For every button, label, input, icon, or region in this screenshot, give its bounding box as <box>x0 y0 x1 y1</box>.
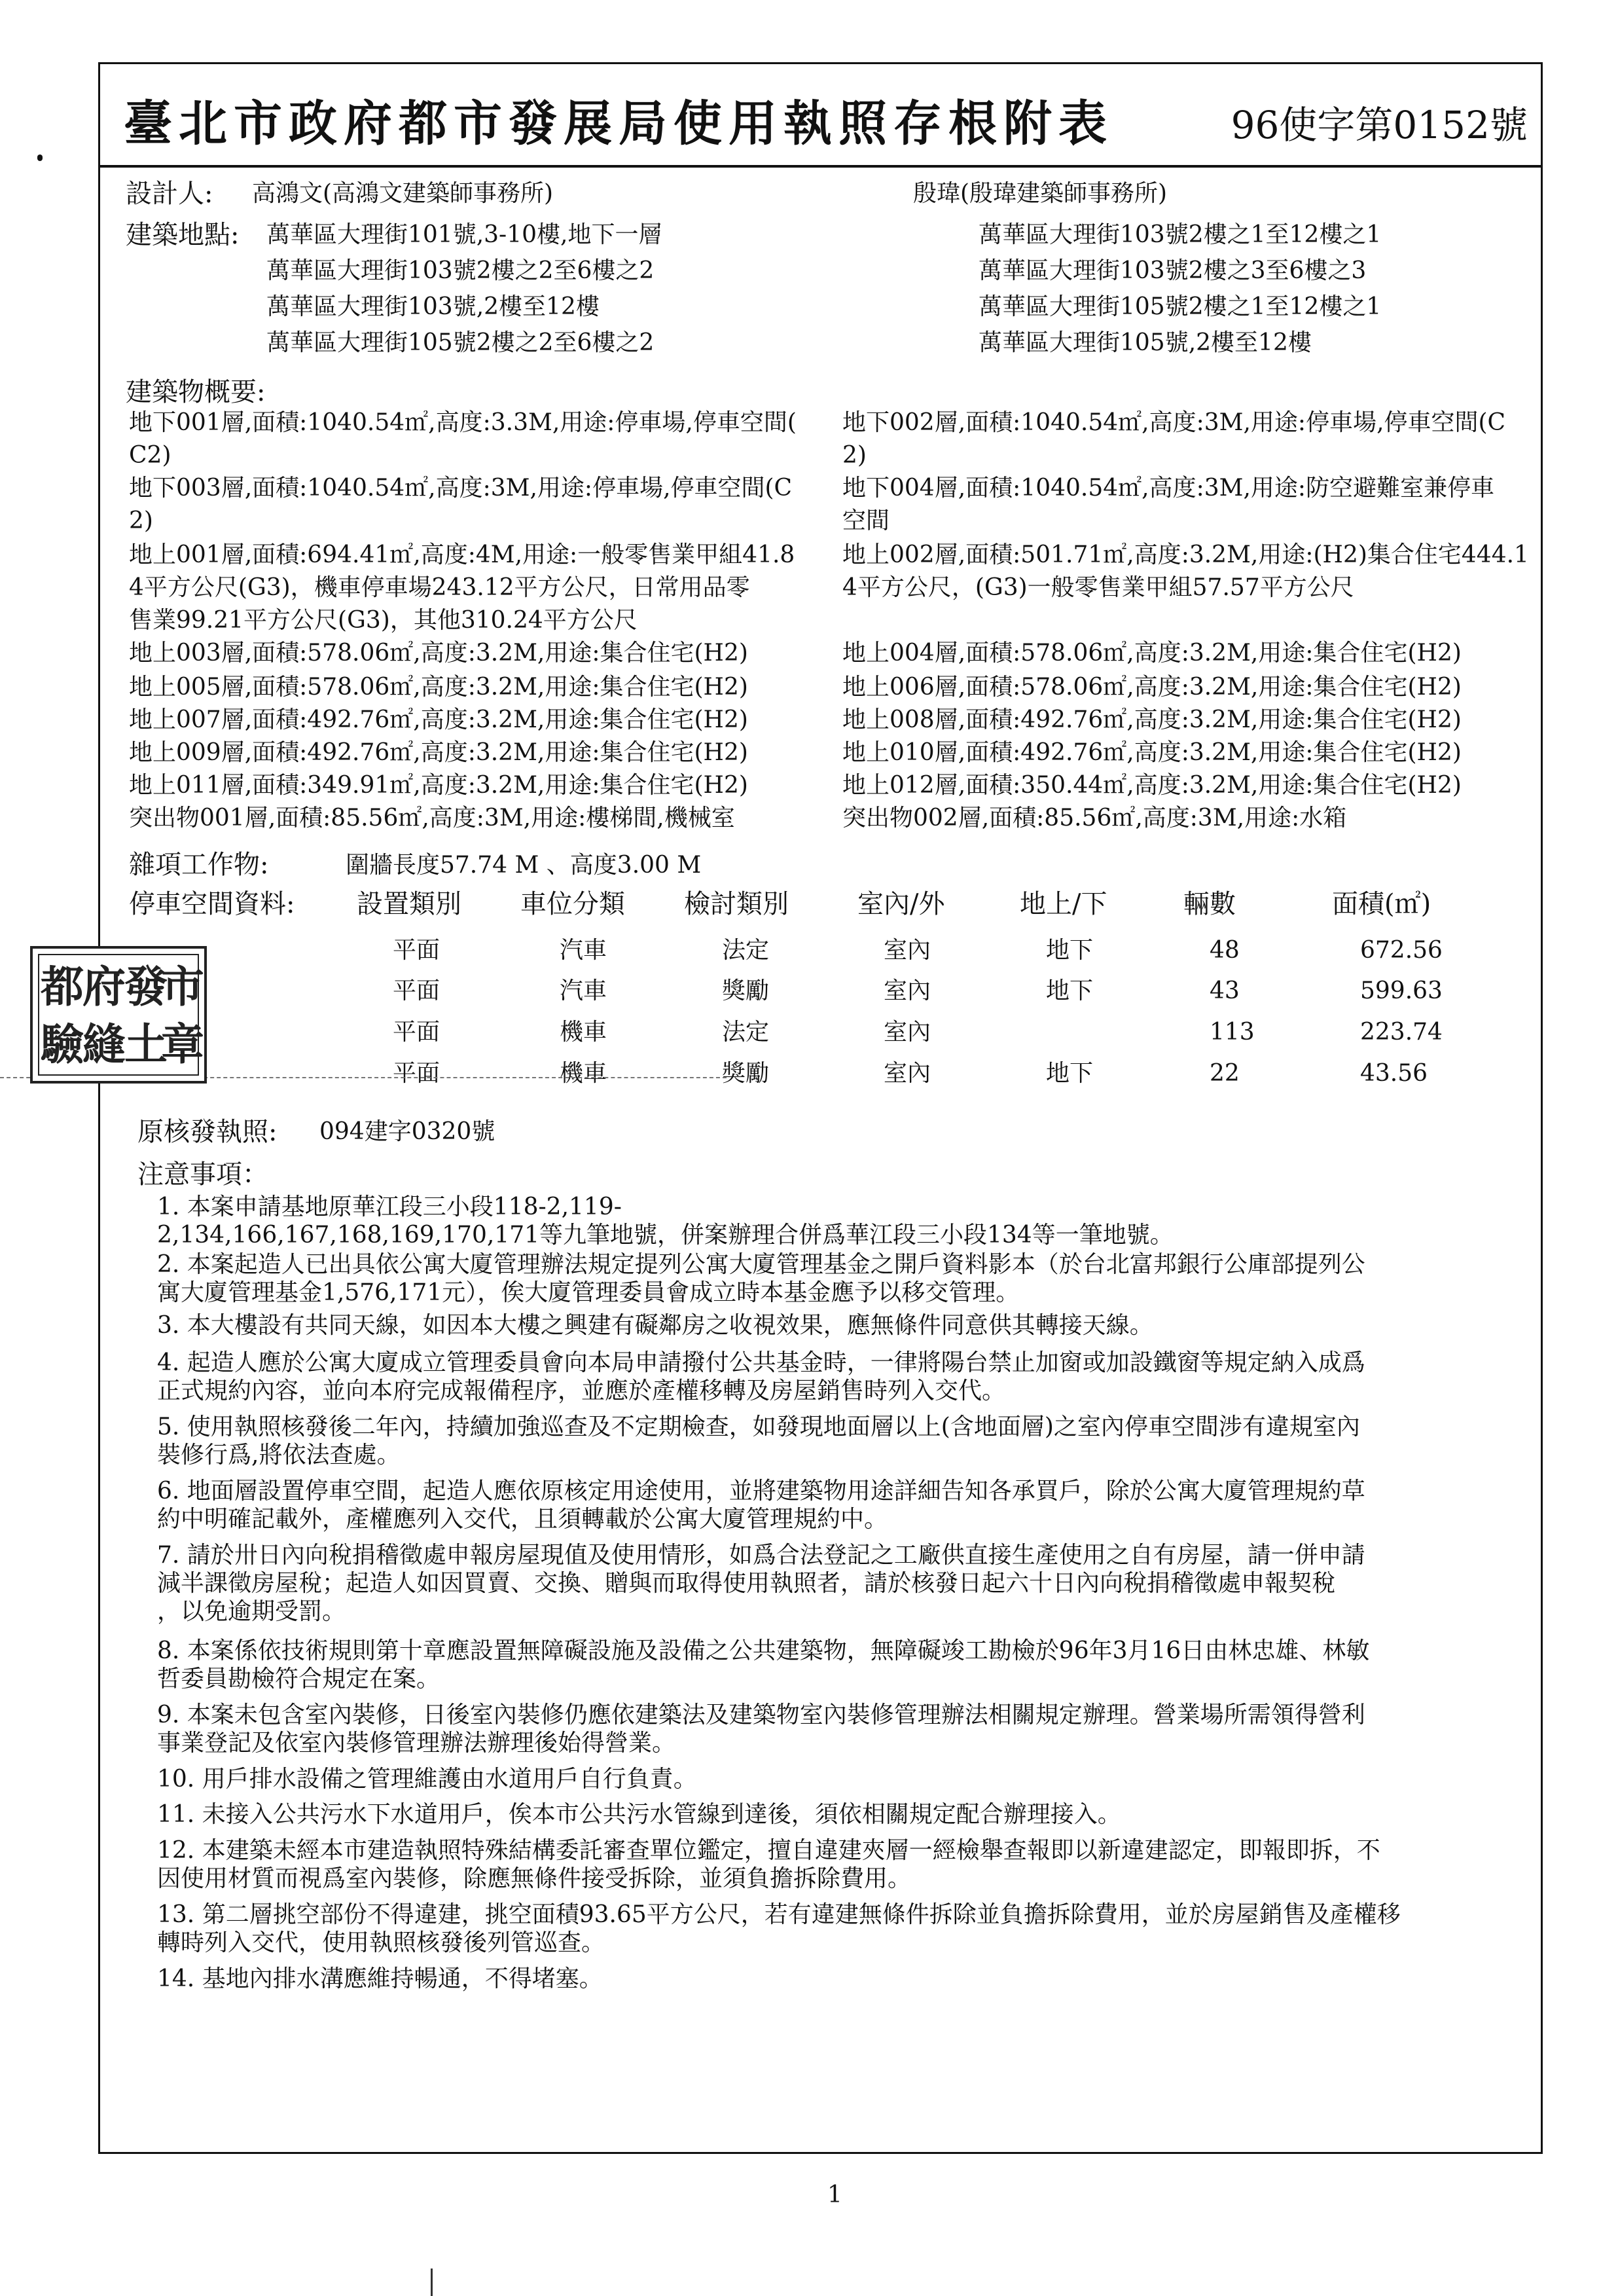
site-right-4: 萬華區大理街105號,2樓至12樓 <box>979 329 1312 356</box>
overview-right-line: 地上004層,面積:578.06㎡,高度:3.2M,用途:集合住宅(H2) <box>842 640 1462 666</box>
note-line: 正式規約內容，並向本府完成報備程序，並應於產權移轉及房屋銷售時列入交代。 <box>157 1377 1006 1404</box>
parking-label: 停車空間資料: <box>129 889 295 919</box>
parking-cell: 平面 <box>393 1060 440 1087</box>
overview-left-line: 地上007層,面積:492.76㎡,高度:3.2M,用途:集合住宅(H2) <box>129 706 748 733</box>
note-line: 裝修行爲,將依法查處。 <box>157 1442 401 1468</box>
parking-header: 檢討類別 <box>684 889 789 919</box>
seal-char: 驗 <box>41 1019 84 1070</box>
overview-left-line: 售業99.21平方公尺(G3)，其他310.24平方公尺 <box>129 607 638 634</box>
seal-char: 府 <box>82 961 126 1012</box>
scan-mark <box>431 2269 433 2296</box>
note-line: 2. 本案起造人已出具依公寓大廈管理辦法規定提列公寓大廈管理基金之開戶資料影本（於台北富邦銀行公庫部提列公 <box>157 1251 1365 1278</box>
parking-cell: 室內 <box>884 977 931 1004</box>
parking-cell: 獎勵 <box>722 1060 770 1087</box>
overview-left-line: 地上001層,面積:694.41㎡,高度:4M,用途:一般零售業甲組41.8 <box>129 541 795 568</box>
parking-header: 面積(㎡) <box>1332 889 1431 919</box>
overview-right-line: 地上002層,面積:501.71㎡,高度:3.2M,用途:(H2)集合住宅444.1 <box>842 541 1529 568</box>
parking-header: 地上/下 <box>1020 889 1107 919</box>
parking-cell: 113 <box>1210 1019 1255 1046</box>
parking-cell: 22 <box>1210 1060 1240 1087</box>
parking-header: 設置類別 <box>357 889 461 919</box>
notes-label: 注意事項： <box>137 1159 268 1190</box>
overview-left-line: 地上005層,面積:578.06㎡,高度:3.2M,用途:集合住宅(H2) <box>129 674 748 701</box>
misc-value: 圍牆長度57.74 M 、高度3.00 M <box>346 852 702 879</box>
note-line: 12. 本建築未經本市建造執照特殊結構委託審查單位鑑定，擅自違建夾層一經檢舉查報即以新違建認定，即報即拆，不 <box>157 1837 1380 1864</box>
site-left-2: 萬華區大理街103號2樓之2至6樓之2 <box>266 257 655 284</box>
parking-header: 車位分類 <box>520 889 625 919</box>
parking-cell: 獎勵 <box>722 977 770 1004</box>
parking-cell: 地下 <box>1046 937 1094 964</box>
overview-left-line: 突出物001層,面積:85.56㎡,高度:3M,用途:樓梯間,機械室 <box>129 805 735 831</box>
note-line: 2,134,166,167,168,169,170,171等九筆地號，併案辦理合併爲華江段三小段134等一筆地號。 <box>157 1222 1174 1248</box>
parking-header: 輛數 <box>1183 889 1236 919</box>
seal-char: 土 <box>124 1019 168 1070</box>
original-permit-label: 原核發執照: <box>137 1117 278 1147</box>
site-left-3: 萬華區大理街103號,2樓至12樓 <box>266 293 600 320</box>
parking-cell: 48 <box>1210 937 1240 964</box>
overview-right-line: 2) <box>842 442 867 469</box>
note-line: 寓大廈管理基金1,576,171元），俟大廈管理委員會成立時本基金應予以移交管理。 <box>157 1279 1020 1306</box>
note-line: 約中明確記載外，產權應列入交代，且須轉載於公寓大廈管理規約中。 <box>157 1506 888 1533</box>
parking-cell: 地下 <box>1046 977 1094 1004</box>
note-line: 9. 本案未包含室內裝修，日後室內裝修仍應依建築法及建築物室內裝修管理辦法相關規定辦理。營業場所需領得營利 <box>157 1702 1365 1728</box>
parking-cell: 室內 <box>884 937 931 964</box>
misc-label: 雜項工作物: <box>129 850 269 880</box>
overview-right-line: 地上006層,面積:578.06㎡,高度:3.2M,用途:集合住宅(H2) <box>842 674 1462 701</box>
note-line: 10. 用戶排水設備之管理維護由水道用戶自行負責。 <box>157 1766 697 1793</box>
parking-header: 室內/外 <box>857 889 945 919</box>
note-line: 5. 使用執照核發後二年內，持續加強巡查及不定期檢查，如發現地面層以上(含地面層)之室內停車空間涉有違規室內 <box>157 1413 1360 1440</box>
note-line: 14. 基地內排水溝應維持暢通，不得堵塞。 <box>157 1965 603 1992</box>
overview-left-line: 4平方公尺(G3)，機車停車場243.12平方公尺，日常用品零 <box>129 574 750 601</box>
parking-cell: 汽車 <box>560 937 607 964</box>
seal-char: 縫 <box>82 1019 126 1070</box>
note-line: 8. 本案係依技術規則第十章應設置無障礙設施及設備之公共建築物，無障礙竣工勘檢於96年3月16日由林忠雄、林敏 <box>157 1637 1370 1664</box>
designer-1: 高鴻文(高鴻文建築師事務所) <box>252 180 554 207</box>
note-line: 7. 請於卅日內向稅捐稽徵處申報房屋現值及使用情形，如爲合法登記之工廠供直接生產使用之自有房屋，請一併申請 <box>157 1542 1365 1569</box>
parking-cell: 汽車 <box>560 977 607 1004</box>
parking-cell: 平面 <box>393 1019 440 1046</box>
note-line: 減半課徵房屋稅；起造人如因買賣、交換、贈與而取得使用執照者，請於核發日起六十日內向稅捐稽徵處申報契稅 <box>157 1570 1336 1597</box>
page-number: 1 <box>827 2181 842 2208</box>
site-right-3: 萬華區大理街105號2樓之1至12樓之1 <box>979 293 1382 320</box>
overview-left-line: 地下001層,面積:1040.54㎡,高度:3.3M,用途:停車場,停車空間( <box>129 409 797 436</box>
overview-right-line: 地下002層,面積:1040.54㎡,高度:3M,用途:停車場,停車空間(C <box>842 409 1506 436</box>
parking-cell: 機車 <box>560 1060 607 1087</box>
parking-cell: 室內 <box>884 1060 931 1087</box>
document-number: 96使字第0152號 <box>1231 103 1528 147</box>
overview-left-line: 地上011層,面積:349.91㎡,高度:3.2M,用途:集合住宅(H2) <box>129 772 748 799</box>
note-line: 11. 未接入公共污水下水道用戶，俟本市公共污水管線到達後，須依相關規定配合辦理接入。 <box>157 1801 1121 1828</box>
parking-cell: 599.63 <box>1360 977 1443 1004</box>
site-label: 建築地點: <box>126 220 240 250</box>
title-row <box>100 64 1541 168</box>
overview-left-line: 地上003層,面積:578.06㎡,高度:3.2M,用途:集合住宅(H2) <box>129 640 748 666</box>
note-line: 因使用材質而視爲室內裝修，除應無條件接受拆除，並須負擔拆除費用。 <box>157 1865 912 1892</box>
parking-cell: 43.56 <box>1360 1060 1428 1087</box>
site-left-1: 萬華區大理街101號,3-10樓,地下一層 <box>266 221 662 248</box>
parking-cell: 室內 <box>884 1019 931 1046</box>
note-line: 3. 本大樓設有共同天線，如因本大樓之興建有礙鄰房之收視效果，應無條件同意供其轉接天線。 <box>157 1312 1153 1339</box>
note-line: 1. 本案申請基地原華江段三小段118-2,119- <box>157 1194 622 1220</box>
seal-char: 都 <box>41 961 84 1012</box>
overview-left-line: 2) <box>129 507 153 534</box>
overview-right-line: 地上010層,面積:492.76㎡,高度:3.2M,用途:集合住宅(H2) <box>842 739 1462 766</box>
scan-speck <box>37 155 43 161</box>
official-seal <box>30 946 207 1084</box>
seal-char: 發 <box>124 961 168 1012</box>
overview-left-line: 地下003層,面積:1040.54㎡,高度:3M,用途:停車場,停車空間(C <box>129 475 793 501</box>
site-right-2: 萬華區大理街103號2樓之3至6樓之3 <box>979 257 1367 284</box>
overview-right-line: 地上008層,面積:492.76㎡,高度:3.2M,用途:集合住宅(H2) <box>842 706 1462 733</box>
parking-cell: 672.56 <box>1360 937 1443 964</box>
seal-char: 市 <box>161 961 204 1012</box>
note-line: 轉時列入交代，使用執照核發後列管巡查。 <box>157 1929 605 1956</box>
note-line: ，以免逾期受罰。 <box>157 1598 346 1625</box>
note-line: 哲委員勘檢符合規定在案。 <box>157 1666 440 1692</box>
original-permit-value: 094建字0320號 <box>319 1118 495 1145</box>
overview-right-line: 突出物002層,面積:85.56㎡,高度:3M,用途:水箱 <box>842 805 1347 831</box>
overview-label: 建築物概要: <box>126 377 266 407</box>
overview-left-line: C2) <box>129 442 171 469</box>
parking-cell: 法定 <box>722 937 770 964</box>
note-line: 事業登記及依室內裝修管理辦法辦理後始得營業。 <box>157 1730 676 1757</box>
overview-left-line: 地上009層,面積:492.76㎡,高度:3.2M,用途:集合住宅(H2) <box>129 739 748 766</box>
parking-cell: 法定 <box>722 1019 770 1046</box>
parking-cell: 機車 <box>560 1019 607 1046</box>
seal-char: 章 <box>161 1019 204 1070</box>
parking-cell: 平面 <box>393 937 440 964</box>
note-line: 4. 起造人應於公寓大廈成立管理委員會向本局申請撥付公共基金時，一律將陽台禁止加窗或加設鐵窗等規定納入成爲 <box>157 1349 1365 1376</box>
parking-cell: 43 <box>1210 977 1240 1004</box>
parking-cell: 平面 <box>393 977 440 1004</box>
overview-right-line: 空間 <box>842 507 890 534</box>
site-right-1: 萬華區大理街103號2樓之1至12樓之1 <box>979 221 1382 248</box>
overview-right-line: 地下004層,面積:1040.54㎡,高度:3M,用途:防空避難室兼停車 <box>842 475 1495 501</box>
designer-2: 殷瑋(殷瑋建築師事務所) <box>913 180 1168 207</box>
document-title: 臺北市政府都市發展局使用執照存根附表 <box>124 96 1113 152</box>
note-line: 6. 地面層設置停車空間，起造人應依原核定用途使用，並將建築物用途詳細告知各承買戶，除於公寓大廈管理規約草 <box>157 1478 1365 1504</box>
site-left-4: 萬華區大理街105號2樓之2至6樓之2 <box>266 329 655 356</box>
overview-right-line: 地上012層,面積:350.44㎡,高度:3.2M,用途:集合住宅(H2) <box>842 772 1462 799</box>
note-line: 13. 第二層挑空部份不得違建，挑空面積93.65平方公尺，若有違建無條件拆除並負擔拆除費用，並於房屋銷售及產權移 <box>157 1901 1401 1928</box>
parking-cell: 地下 <box>1046 1060 1094 1087</box>
parking-cell: 223.74 <box>1360 1019 1443 1046</box>
designer-label: 設計人: <box>126 179 213 209</box>
overview-right-line: 4平方公尺，(G3)一般零售業甲組57.57平方公尺 <box>842 574 1354 601</box>
